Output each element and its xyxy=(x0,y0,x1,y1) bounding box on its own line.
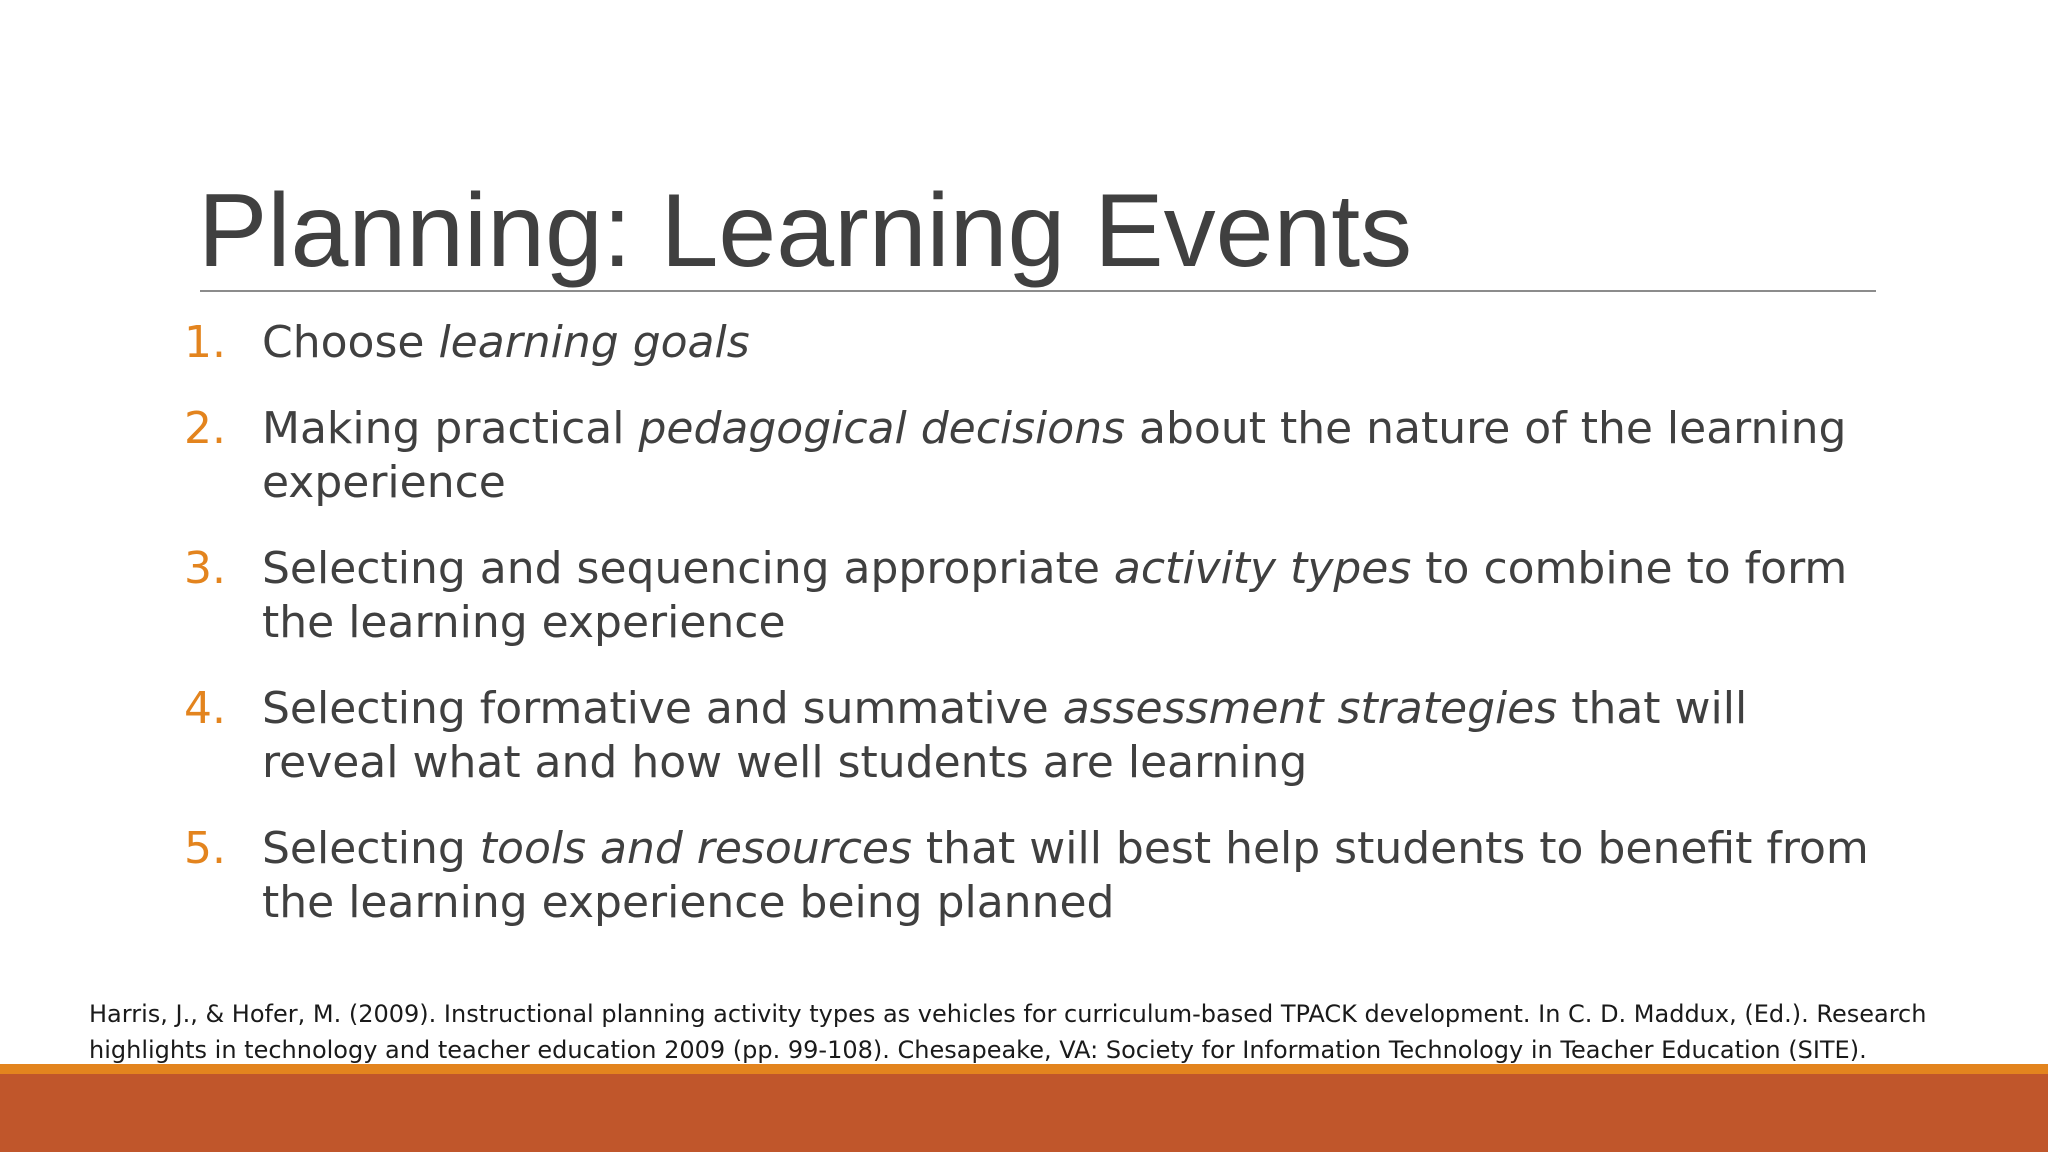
list-item-text xyxy=(262,683,1747,788)
list-item-text xyxy=(262,823,1869,928)
list-item xyxy=(180,316,1880,370)
list-item-text-plain: Selecting and sequencing appropriate xyxy=(262,543,1114,594)
list-item xyxy=(180,542,1880,650)
list-item-number: 1. xyxy=(184,317,226,368)
list-item-text-plain: to combine to form the learning experience xyxy=(262,543,1848,648)
list-item-text-plain: that will best help students to benefit from the learning experience being planned xyxy=(262,823,1869,928)
list-item-text-plain: Selecting xyxy=(262,823,480,874)
list-item xyxy=(180,682,1880,790)
list-item-text-emphasis: learning goals xyxy=(438,317,750,368)
list-item-number: 2. xyxy=(184,403,226,454)
list-item-text xyxy=(262,317,750,368)
list-item-text xyxy=(262,543,1847,648)
learning-events-list xyxy=(180,316,1880,962)
citation xyxy=(89,996,1989,1068)
list-item-text xyxy=(262,403,1846,508)
list-item-text-emphasis: pedagogical decisions xyxy=(638,403,1126,454)
list-item-text-plain: Choose xyxy=(262,317,439,368)
list-item-number: 5. xyxy=(184,823,226,874)
list-item-text-plain: that will reveal what and how well students are learning xyxy=(262,683,1748,788)
list-item-text-plain: Making practical xyxy=(262,403,639,454)
citation-line: Harris, J., & Hofer, M. (2009). Instructional planning activity types as vehicles for curriculum-based TPACK development. In C. D. Maddux, (Ed.). Research xyxy=(89,1000,1927,1028)
slide-title: Planning: Learning Events xyxy=(198,173,1413,289)
list-item-text-plain: about the nature of the learning experience xyxy=(262,403,1847,508)
footer-accent-stripe xyxy=(0,1064,2048,1074)
title-divider xyxy=(200,290,1876,292)
list-item xyxy=(180,822,1880,930)
list-item-number: 4. xyxy=(184,683,226,734)
list-item-number: 3. xyxy=(184,543,226,594)
list-item-text-emphasis: assessment strategies xyxy=(1062,683,1558,734)
list-item xyxy=(180,402,1880,510)
footer-bar xyxy=(0,1074,2048,1152)
list-item-text-emphasis: activity types xyxy=(1113,543,1412,594)
citation-line: highlights in technology and teacher education 2009 (pp. 99-108). Chesapeake, VA: Society for Information Technology in Teacher Education (SITE). xyxy=(89,1036,1867,1064)
list-item-text-emphasis: tools and resources xyxy=(479,823,912,874)
list-item-text-plain: Selecting formative and summative xyxy=(262,683,1063,734)
